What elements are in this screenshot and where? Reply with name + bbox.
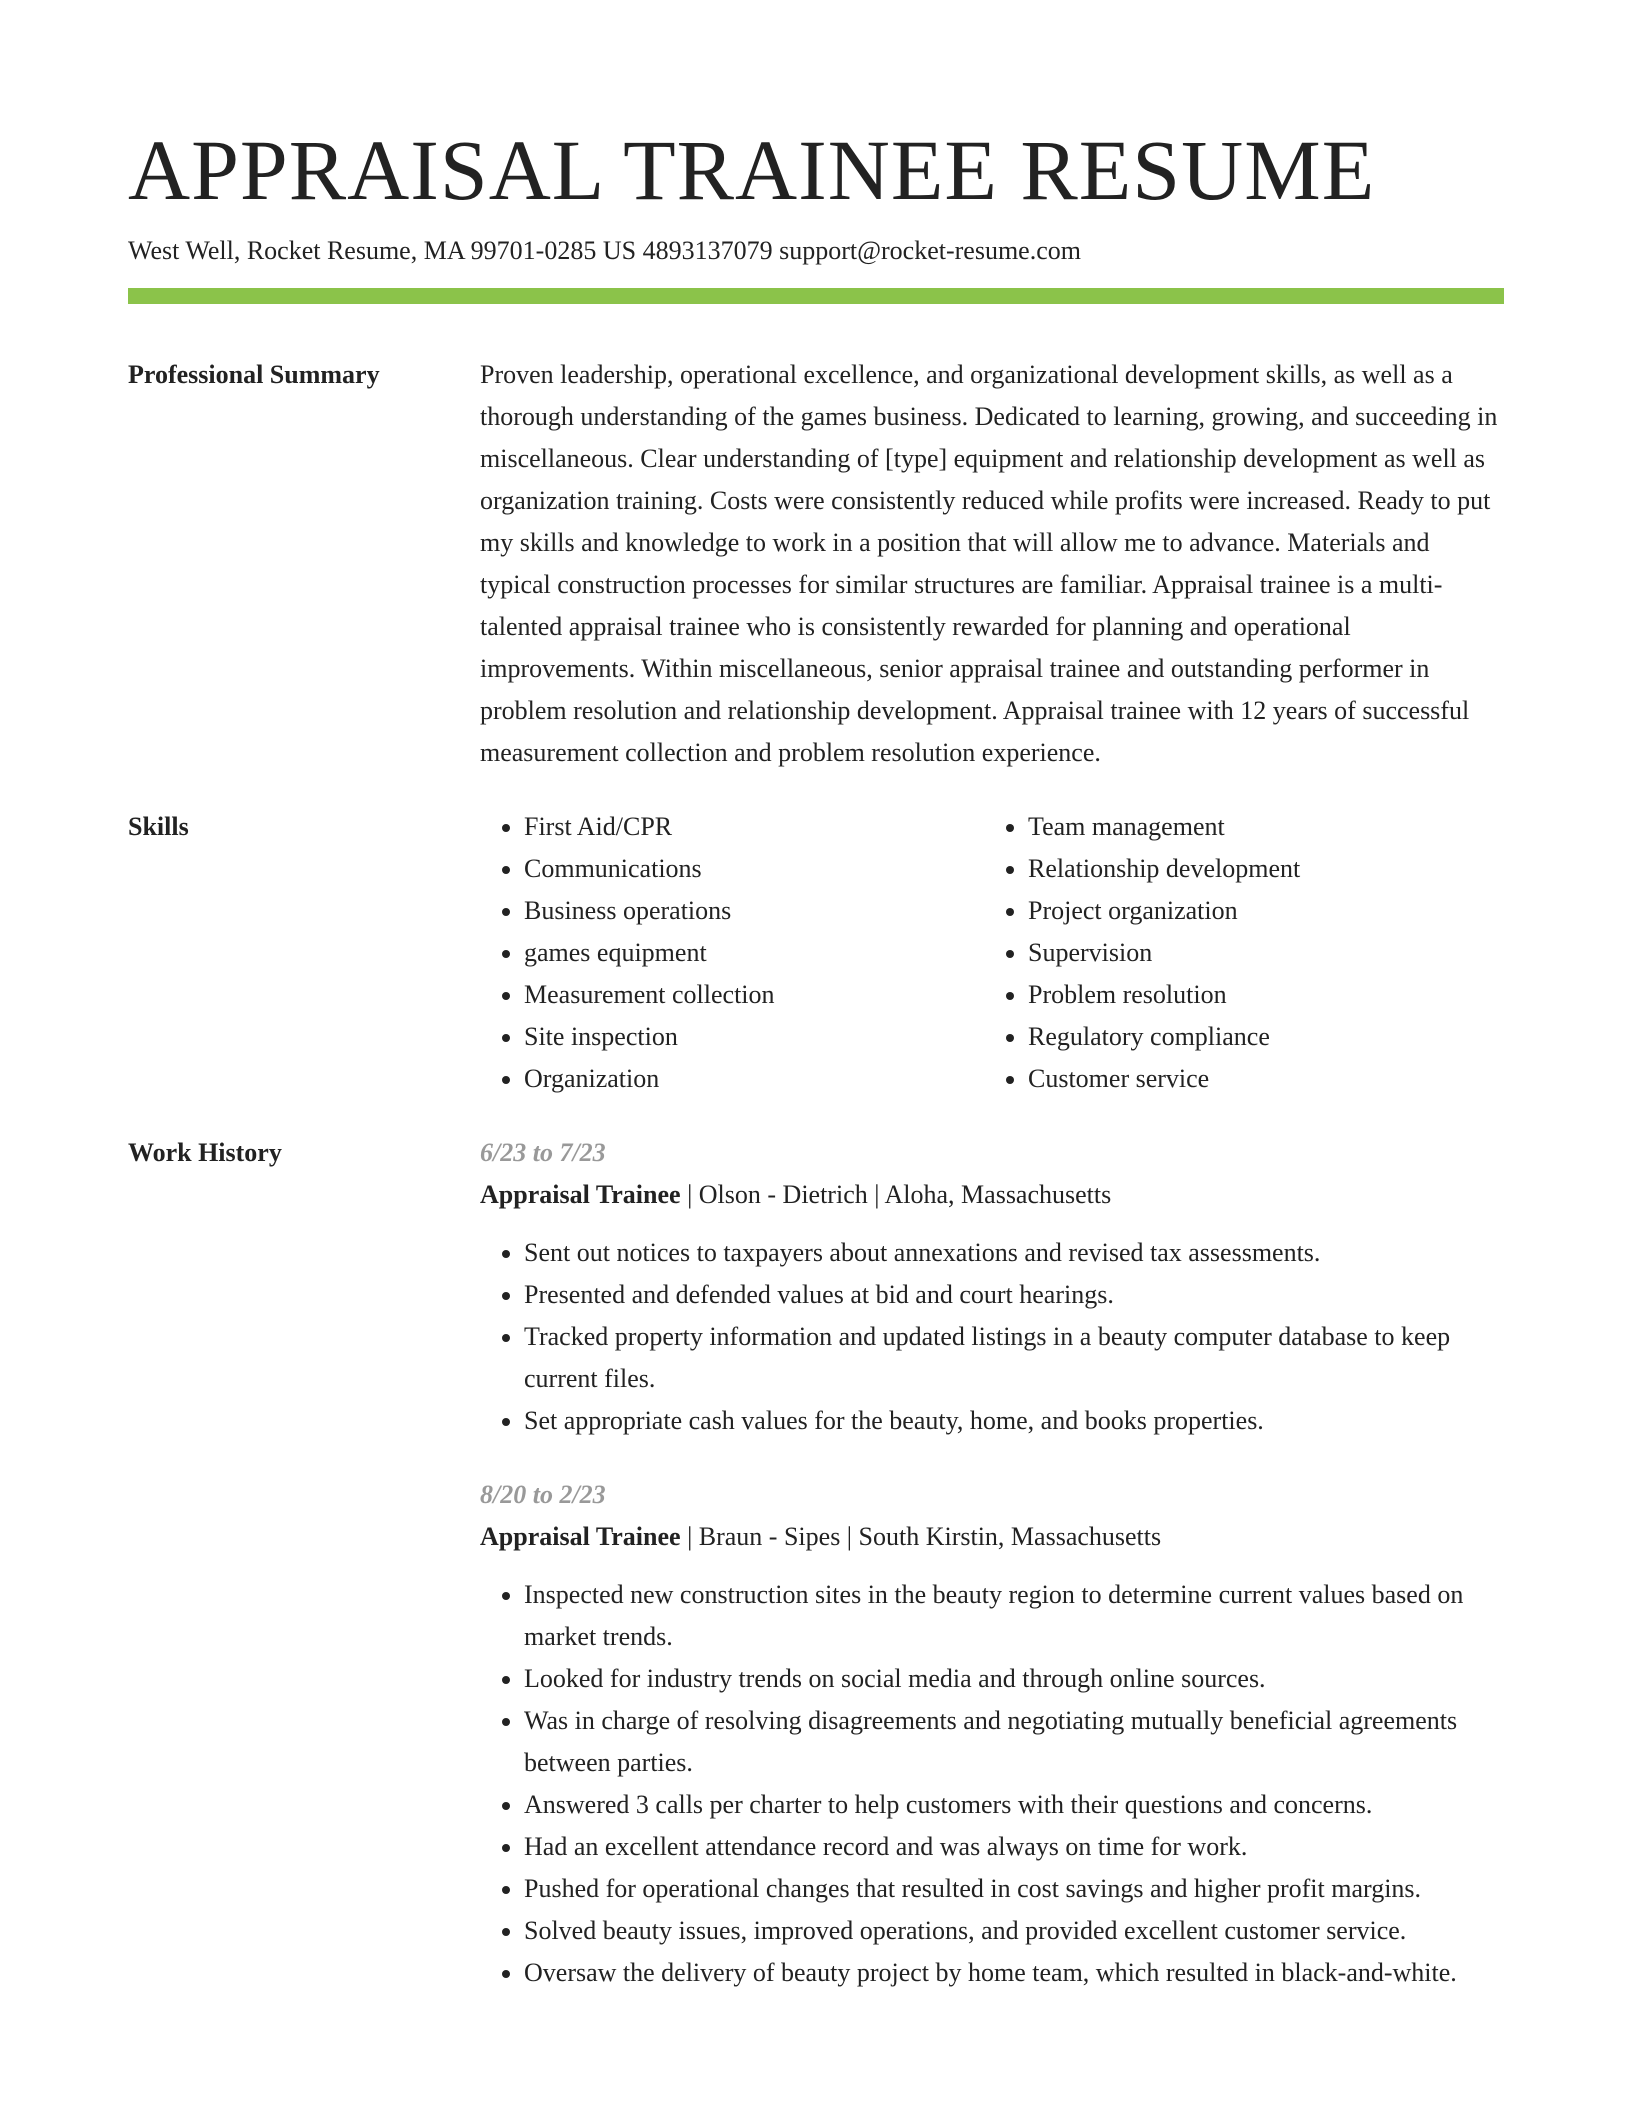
resume-title: APPRAISAL TRAINEE RESUME: [128, 122, 1376, 218]
skill-item: • First Aid/CPR: [524, 806, 984, 848]
skill-item: • Organization: [524, 1058, 984, 1100]
skill-item: • Communications: [524, 848, 984, 890]
job-bullet: • Tracked property information and updated listings in a beauty computer database to keep current files.: [524, 1316, 1504, 1400]
job-bullet-list: [480, 1232, 1504, 1442]
job-bullet-list: [480, 1574, 1504, 1994]
job-bullet: • Oversaw the delivery of beauty project by home team, which resulted in black-and-white.: [524, 1952, 1504, 1994]
skill-item: • Team management: [1028, 806, 1488, 848]
job-title: Appraisal Trainee: [480, 1522, 681, 1551]
skill-item: • Problem resolution: [1028, 974, 1488, 1016]
section-label: Skills: [128, 812, 189, 841]
job-bullet: • Inspected new construction sites in the beauty region to determine current values based on market trends.: [524, 1574, 1504, 1658]
job-bullet: • Sent out notices to taxpayers about annexations and revised tax assessments.: [524, 1232, 1504, 1274]
skill-item: • Regulatory compliance: [1028, 1016, 1488, 1058]
job-bullet: • Had an excellent attendance record and was always on time for work.: [524, 1826, 1504, 1868]
job-bullet: • Was in charge of resolving disagreements and negotiating mutually beneficial agreements between parties.: [524, 1700, 1504, 1784]
skills-section: [128, 806, 1504, 1100]
job-heading: [480, 1516, 1504, 1558]
job-bullet: • Presented and defended values at bid and court hearings.: [524, 1274, 1504, 1316]
job-bullet: • Set appropriate cash values for the beauty, home, and books properties.: [524, 1400, 1504, 1442]
skill-item: • Relationship development: [1028, 848, 1488, 890]
skill-item: • games equipment: [524, 932, 984, 974]
job-bullet: • Looked for industry trends on social media and through online sources.: [524, 1658, 1504, 1700]
job-title: Appraisal Trainee: [480, 1180, 681, 1209]
skill-item: • Business operations: [524, 890, 984, 932]
job-company-location: | Braun - Sipes | South Kirstin, Massachusetts: [680, 1522, 1162, 1551]
job-entry: [480, 1474, 1504, 1994]
job-bullet: • Solved beauty issues, improved operations, and provided excellent customer service.: [524, 1910, 1504, 1952]
job-dates: 8/20 to 2/23: [480, 1480, 606, 1509]
skills-list-left: [480, 806, 984, 1100]
skills-grid: [480, 806, 1504, 1100]
professional-summary-section: [128, 354, 1504, 774]
job-dates: 6/23 to 7/23: [480, 1138, 606, 1167]
skill-item: • Customer service: [1028, 1058, 1488, 1100]
job-entry: [480, 1132, 1504, 1442]
skill-item: • Supervision: [1028, 932, 1488, 974]
job-bullet: • Answered 3 calls per charter to help customers with their questions and concerns.: [524, 1784, 1504, 1826]
job-heading: [480, 1174, 1504, 1216]
job-list: [480, 1132, 1504, 1994]
section-label: Professional Summary: [128, 360, 380, 389]
skill-item: • Site inspection: [524, 1016, 984, 1058]
skill-item: • Measurement collection: [524, 974, 984, 1016]
section-label: Work History: [128, 1138, 282, 1167]
header-divider: [128, 288, 1504, 304]
work-history-section: [128, 1132, 1504, 1994]
contact-line: West Well, Rocket Resume, MA 99701-0285 US 4893137079 support@rocket-resume.com: [128, 236, 1081, 265]
summary-text: Proven leadership, operational excellence, and organizational development skills, as well as a thorough understanding of the games business. Dedicated to learning, growing, and succeeding in miscellaneous. Clear understanding of [type] equipment and relationship development as well as organization training. Costs were consistently reduced while profits were increased. Ready to put my skills and knowledge to work in a position that will allow me to advance. Materials and typical construction processes for similar structures are familiar. Appraisal trainee is a multi-talented appraisal trainee who is consistently rewarded for planning and operational improvements. Within miscellaneous, senior appraisal trainee and outstanding performer in problem resolution and relationship development. Appraisal trainee with 12 years of successful measurement collection and problem resolution experience.: [480, 360, 1498, 767]
job-company-location: | Olson - Dietrich | Aloha, Massachusetts: [680, 1180, 1112, 1209]
job-bullet: • Pushed for operational changes that resulted in cost savings and higher profit margins.: [524, 1868, 1504, 1910]
skills-list-right: [984, 806, 1488, 1100]
skill-item: • Project organization: [1028, 890, 1488, 932]
resume-page: [128, 118, 1504, 1994]
